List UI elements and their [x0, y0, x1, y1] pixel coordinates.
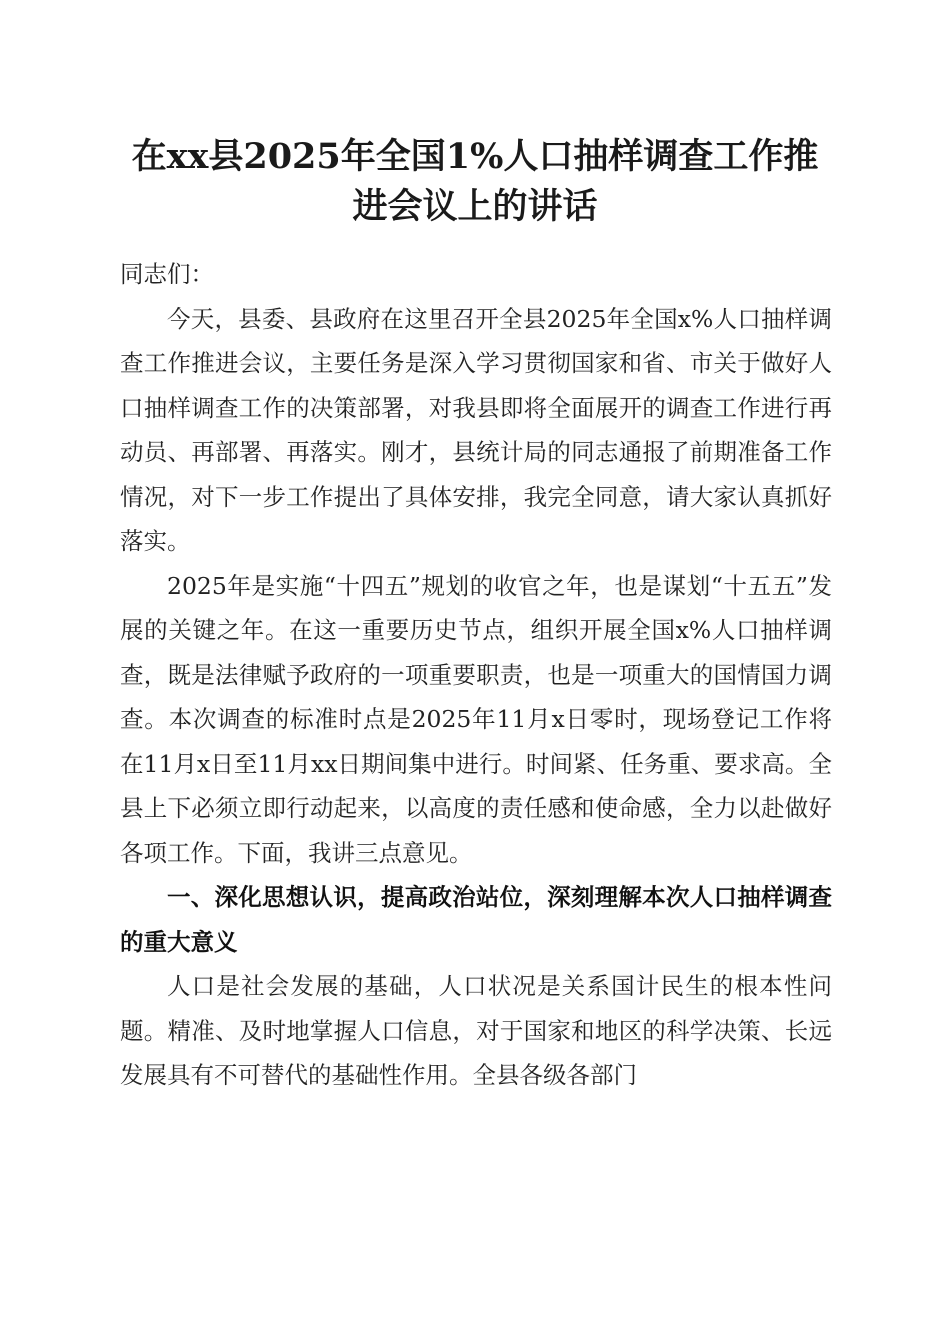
paragraph-background: 2025年是实施“十四五”规划的收官之年，也是谋划“十五五”发展的关键之年。在这一重要历史节点，组织开展全国x%人口抽样调查，既是法律赋予政府的一项重要职责，也是一项重大的国情国力调查。本次调查的标准时点是2025年11月x日零时，现场登记工作将在11月x日至11月xx日期间集中进行。时间紧、任务重、要求高。全县上下必须立即行动起来，以高度的责任感和使命感，全力以赴做好各项工作。下面，我讲三点意见。	[120, 571, 832, 867]
section-heading-1: 一、深化思想认识，提高政治站位，深刻理解本次人口抽样调查的重大意义	[120, 883, 832, 956]
title-line-2: 进会议上的讲话	[352, 186, 598, 227]
document-title	[100, 132, 850, 232]
salutation: 同志们：	[120, 260, 214, 288]
paragraph-intro: 今天，县委、县政府在这里召开全县2025年全国x%人口抽样调查工作推进会议，主要任务是深入学习贯彻国家和省、市关于做好人口抽样调查工作的决策部署，对我县即将全面展开的调查工作进行再动员、再部署、再落实。刚才，县统计局的同志通报了前期准备工作情况，对下一步工作提出了具体安排，我完全同意，请大家认真抓好落实。	[120, 304, 832, 555]
document-body	[120, 252, 832, 1098]
title-line-1: 在xx县2025年全国1%人口抽样调查工作推	[131, 136, 819, 177]
section-1-paragraph: 人口是社会发展的基础，人口状况是关系国计民生的根本性问题。精准、及时地掌握人口信息，对于国家和地区的科学决策、长远发展具有不可替代的基础性作用。全县各级各部门	[120, 972, 832, 1089]
